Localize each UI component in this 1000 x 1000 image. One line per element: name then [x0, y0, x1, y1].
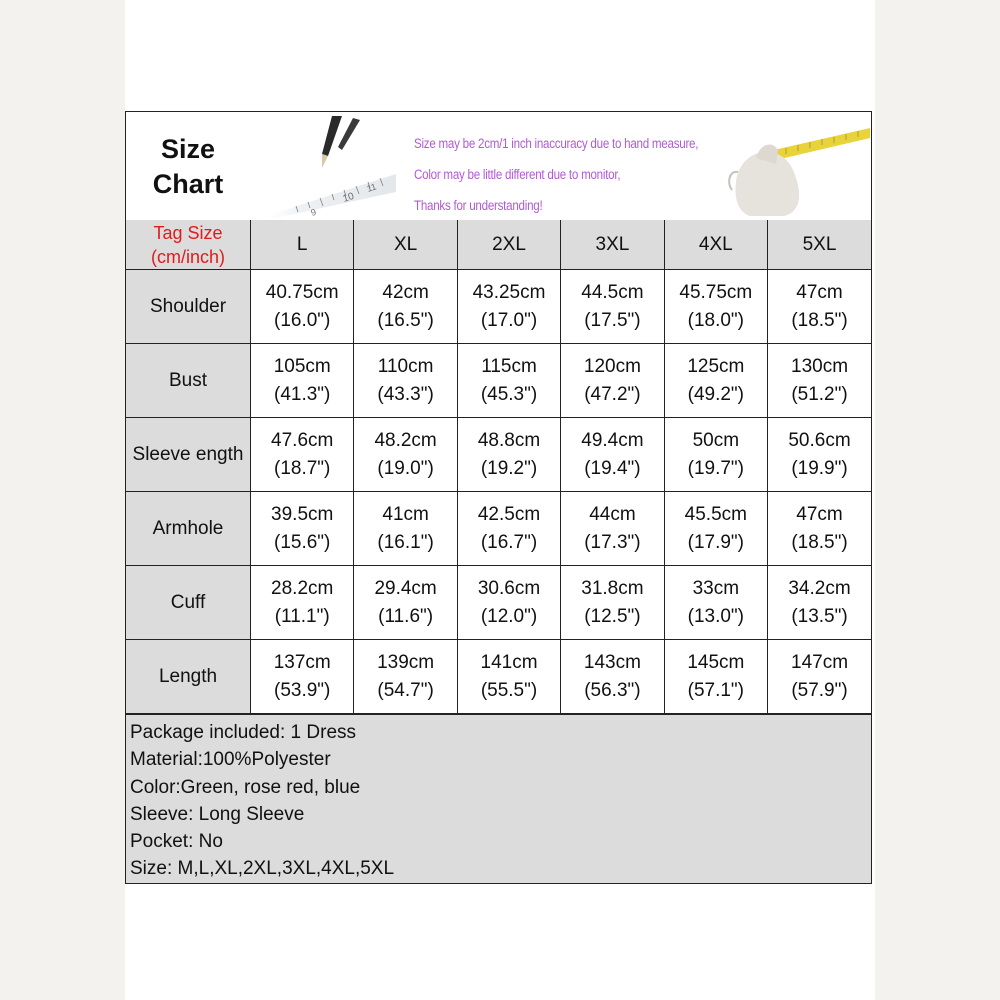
size-header-cell: 4XL: [664, 220, 767, 270]
measurement-cell: [354, 566, 457, 640]
value-cm: 139cm: [377, 651, 435, 673]
ruler-number: 9: [309, 206, 318, 218]
size-chart-title: [148, 132, 228, 202]
value-cm: 40.75cm: [265, 281, 339, 303]
value-inch: (18.7"): [274, 457, 331, 479]
value-cm: 49.4cm: [581, 429, 644, 451]
value-inch: (45.3"): [480, 383, 538, 405]
value-cm: 47cm: [796, 281, 843, 303]
value-cm: 115cm: [481, 355, 537, 377]
value-cm: 29.4cm: [374, 577, 437, 599]
measurement-cell: [457, 492, 560, 566]
value-cm: 125cm: [687, 355, 745, 377]
measurement-cell: [664, 418, 767, 492]
value-inch: (57.1"): [687, 679, 745, 701]
value-inch: (57.9"): [791, 679, 848, 701]
value-cm: 143cm: [583, 651, 641, 673]
value-inch: (19.0"): [377, 457, 434, 479]
measurement-cell: [251, 566, 354, 640]
value-inch: (17.5"): [584, 309, 641, 331]
measurement-cell: [251, 270, 354, 344]
value-inch: (49.2"): [687, 383, 745, 405]
value-inch: (18.0"): [687, 309, 745, 331]
value-cm: 105cm: [273, 355, 331, 377]
measurement-cell: [354, 270, 457, 344]
measurement-label: Bust: [126, 344, 251, 418]
value-inch: (19.9"): [791, 457, 848, 479]
value-cm: 47cm: [796, 503, 843, 525]
measurement-row: [126, 640, 871, 714]
value-inch: (12.5"): [584, 605, 641, 627]
title-line-2: Chart: [152, 169, 224, 199]
measurement-row: [126, 270, 871, 344]
value-cm: 42.5cm: [477, 503, 541, 525]
value-inch: (16.7"): [480, 531, 538, 553]
pencil-ruler-illustration: [256, 114, 396, 218]
value-inch: (13.5"): [791, 605, 848, 627]
info-size: Size: M,L,XL,2XL,3XL,4XL,5XL: [130, 858, 395, 880]
info-sleeve: Sleeve: Long Sleeve: [130, 803, 305, 825]
value-inch: (51.2"): [791, 383, 848, 405]
value-inch: (18.5"): [791, 309, 848, 331]
measurement-cell: [251, 344, 354, 418]
value-cm: 44.5cm: [581, 281, 644, 303]
measurement-notes: [414, 128, 744, 221]
value-cm: 33cm: [692, 577, 740, 599]
measurement-cell: [251, 492, 354, 566]
value-cm: 50cm: [692, 429, 740, 451]
value-cm: 50.6cm: [788, 429, 851, 451]
measurement-label: Length: [126, 640, 251, 714]
value-inch: (19.4"): [584, 457, 641, 479]
value-inch: (12.0"): [480, 605, 538, 627]
measurement-cell: [251, 640, 354, 714]
value-inch: (41.3"): [274, 383, 331, 405]
measurement-cell: [768, 492, 871, 566]
size-header-cell: 5XL: [768, 220, 871, 270]
measurement-cell: [768, 270, 871, 344]
value-cm: 44cm: [589, 503, 636, 525]
measurement-cell: [664, 492, 767, 566]
size-chart-header: [126, 112, 871, 221]
value-cm: 137cm: [273, 651, 331, 673]
measurement-row: [126, 492, 871, 566]
note-line: Size may be 2cm/1 inch inaccuracy due to hand measure,: [414, 136, 699, 151]
measurement-cell: [251, 418, 354, 492]
value-cm: 41cm: [382, 503, 429, 525]
value-inch: (56.3"): [584, 679, 641, 701]
value-inch: (11.1"): [274, 605, 330, 627]
measurement-cell: [664, 344, 767, 418]
value-cm: 42cm: [382, 281, 429, 303]
measurement-cell: [561, 344, 664, 418]
measurement-row: [126, 418, 871, 492]
measurement-cell: [457, 270, 560, 344]
info-pocket: Pocket: No: [130, 831, 223, 853]
value-inch: (17.9"): [687, 531, 745, 553]
measurement-cell: [457, 418, 560, 492]
size-header-cell: L: [251, 220, 354, 270]
value-cm: 31.8cm: [581, 577, 644, 599]
measurement-label: Sleeve ength: [126, 418, 251, 492]
value-inch: (18.5"): [791, 531, 848, 553]
ruler-number: 11: [365, 181, 378, 194]
value-cm: 34.2cm: [788, 577, 851, 599]
measurement-row: [126, 566, 871, 640]
measurement-cell: [561, 270, 664, 344]
value-cm: 145cm: [687, 651, 745, 673]
value-inch: (19.7"): [687, 457, 745, 479]
product-info-panel: [126, 714, 871, 883]
value-cm: 141cm: [480, 651, 538, 673]
measurement-cell: [561, 492, 664, 566]
size-chart: [125, 111, 872, 884]
measurement-label: Cuff: [126, 566, 251, 640]
value-cm: 110cm: [377, 355, 434, 377]
value-inch: (54.7"): [377, 679, 434, 701]
value-inch: (43.3"): [377, 383, 434, 405]
measurement-label: Shoulder: [126, 270, 251, 344]
value-inch: (47.2"): [584, 383, 641, 405]
ruler-number: 10: [341, 190, 356, 205]
measurement-cell: [457, 566, 560, 640]
note-line: Color may be little different due to monitor,: [414, 167, 621, 182]
measurement-cell: [768, 418, 871, 492]
value-cm: 147cm: [791, 651, 849, 673]
value-cm: 48.2cm: [374, 429, 437, 451]
value-cm: 28.2cm: [271, 577, 334, 599]
measurement-cell: [561, 418, 664, 492]
measurement-cell: [561, 566, 664, 640]
value-cm: 130cm: [791, 355, 849, 377]
value-inch: (16.5"): [377, 309, 434, 331]
value-inch: (15.6"): [274, 531, 331, 553]
value-inch: (55.5"): [480, 679, 538, 701]
measurement-cell: [354, 640, 457, 714]
measurement-label: Armhole: [126, 492, 251, 566]
measurement-cell: [354, 492, 457, 566]
size-table: [126, 220, 871, 714]
value-inch: (17.3"): [584, 531, 641, 553]
info-package: Package included: 1 Dress: [130, 722, 357, 743]
measurement-cell: [664, 566, 767, 640]
measurement-cell: [457, 344, 560, 418]
value-cm: 45.5cm: [684, 503, 747, 525]
measurement-cell: [768, 640, 871, 714]
value-cm: 47.6cm: [271, 429, 334, 451]
value-inch: (53.9"): [274, 679, 331, 701]
value-inch: (19.2"): [480, 457, 538, 479]
tag-size-label: Tag Size (cm/inch): [126, 220, 251, 270]
title-line-1: Size: [160, 134, 216, 164]
info-color: Color:Green, rose red, blue: [130, 776, 361, 798]
measurement-cell: [768, 344, 871, 418]
value-cm: 43.25cm: [472, 281, 546, 303]
measurement-cell: [664, 270, 767, 344]
value-cm: 48.8cm: [477, 429, 541, 451]
value-inch: (16.1"): [377, 531, 434, 553]
value-inch: (17.0"): [480, 309, 538, 331]
value-cm: 30.6cm: [477, 577, 541, 599]
size-header-cell: 2XL: [457, 220, 560, 270]
measurement-cell: [768, 566, 871, 640]
value-cm: 45.75cm: [679, 281, 753, 303]
value-cm: 120cm: [583, 355, 641, 377]
size-header-row: [126, 220, 871, 270]
size-header-cell: XL: [354, 220, 457, 270]
value-cm: 39.5cm: [271, 503, 334, 525]
value-inch: (11.6"): [378, 605, 434, 627]
measurement-cell: [664, 640, 767, 714]
measurement-row: [126, 344, 871, 418]
hand-tape-measure-illustration: [726, 120, 872, 218]
value-inch: (16.0"): [274, 309, 331, 331]
measurement-cell: [354, 344, 457, 418]
measurement-cell: [354, 418, 457, 492]
note-line: Thanks for understanding!: [414, 198, 543, 213]
size-header-cell: 3XL: [561, 220, 664, 270]
measurement-cell: [561, 640, 664, 714]
info-material: Material:100%Polyester: [130, 749, 331, 771]
measurement-cell: [457, 640, 560, 714]
value-inch: (13.0"): [687, 605, 745, 627]
